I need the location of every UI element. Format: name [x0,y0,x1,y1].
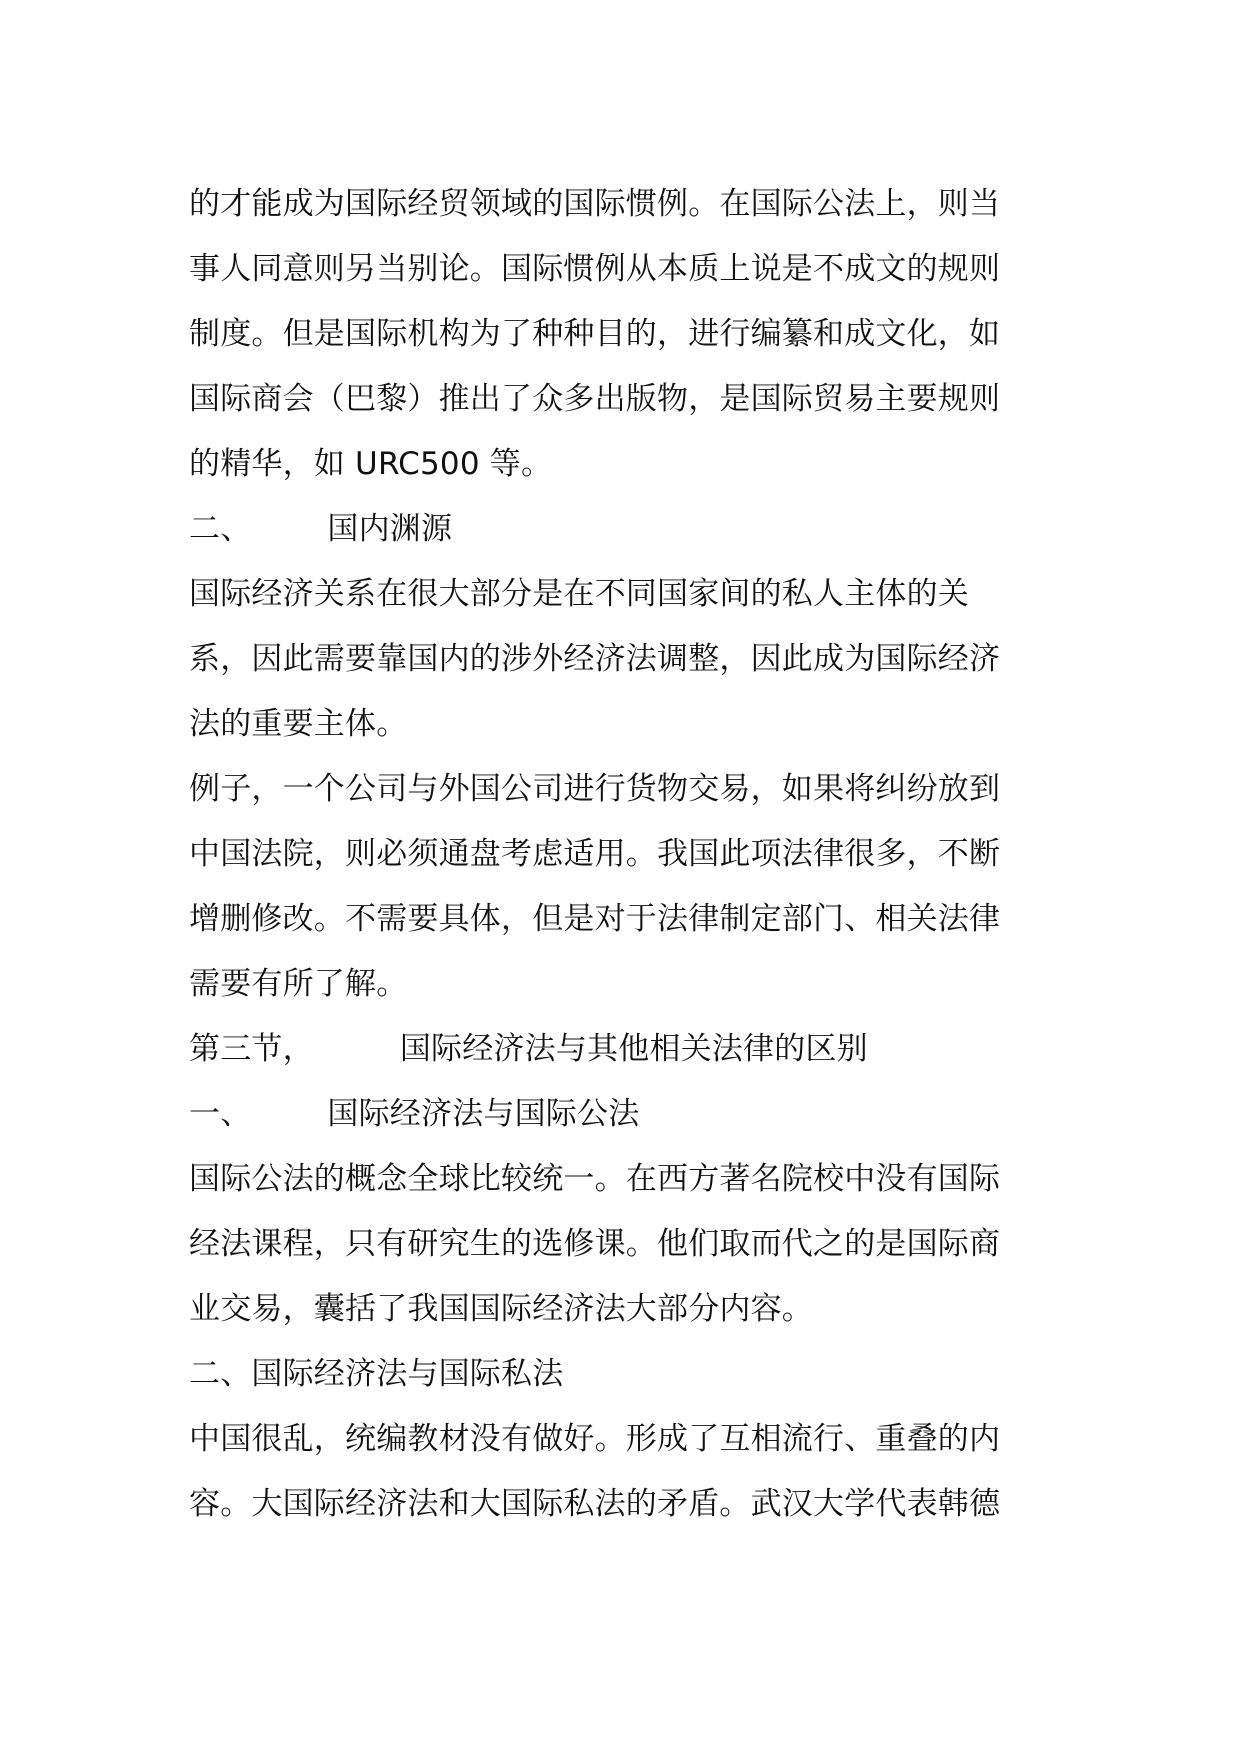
paragraph-line: 容。大国际经济法和大国际私法的矛盾。武汉大学代表韩德 [189,1486,1001,1522]
paragraph-line: 事人同意则另当别论。国际惯例从本质上说是不成文的规则 [189,251,1001,287]
heading-title: 国际经济法与国际公法 [327,1096,640,1132]
heading-number: 二、 [189,511,252,547]
paragraph-line: 法的重要主体。 [189,706,408,742]
paragraph-line: 的才能成为国际经贸领域的国际惯例。在国际公法上，则当 [189,186,1001,222]
paragraph-line: 中国很乱，统编教材没有做好。形成了互相流行、重叠的内 [189,1421,1001,1457]
document-body [189,172,1069,1537]
paragraph-line: 的精华，如 URC500 等。 [189,446,553,482]
paragraph-line: 经法课程，只有研究生的选修课。他们取而代之的是国际商 [189,1226,1001,1262]
paragraph-line: 系，因此需要靠国内的涉外经济法调整，因此成为国际经济 [189,641,1001,677]
heading-title: 国内渊源 [327,511,453,547]
paragraph-line: 中国法院，则必须通盘考虑适用。我国此项法律很多，不断 [189,836,1001,872]
paragraph-line: 制度。但是国际机构为了种种目的，进行编纂和成文化，如 [189,316,1001,352]
heading-domestic-sources [189,497,1069,562]
paragraph-line: 国际公法的概念全球比较统一。在西方著名院校中没有国际 [189,1161,1001,1197]
paragraph-line: 需要有所了解。 [189,966,408,1002]
paragraph-line: 国际商会（巴黎）推出了众多出版物，是国际贸易主要规则 [189,381,1001,417]
heading-number: 一、 [189,1096,252,1132]
paragraph-line: 业交易，囊括了我国国际经济法大部分内容。 [189,1291,813,1327]
heading-private-law: 二、国际经济法与国际私法 [189,1356,564,1392]
paragraph-line: 例子，一个公司与外国公司进行货物交易，如果将纠纷放到 [189,771,1001,807]
section-three-heading [189,1017,1069,1082]
section-number: 第三节， [189,1031,314,1067]
section-title: 国际经济法与其他相关法律的区别 [399,1031,868,1067]
heading-public-law [189,1082,1069,1147]
paragraph-line: 增删修改。不需要具体，但是对于法律制定部门、相关法律 [189,901,1001,937]
paragraph-line: 国际经济关系在很大部分是在不同国家间的私人主体的关 [189,576,969,612]
